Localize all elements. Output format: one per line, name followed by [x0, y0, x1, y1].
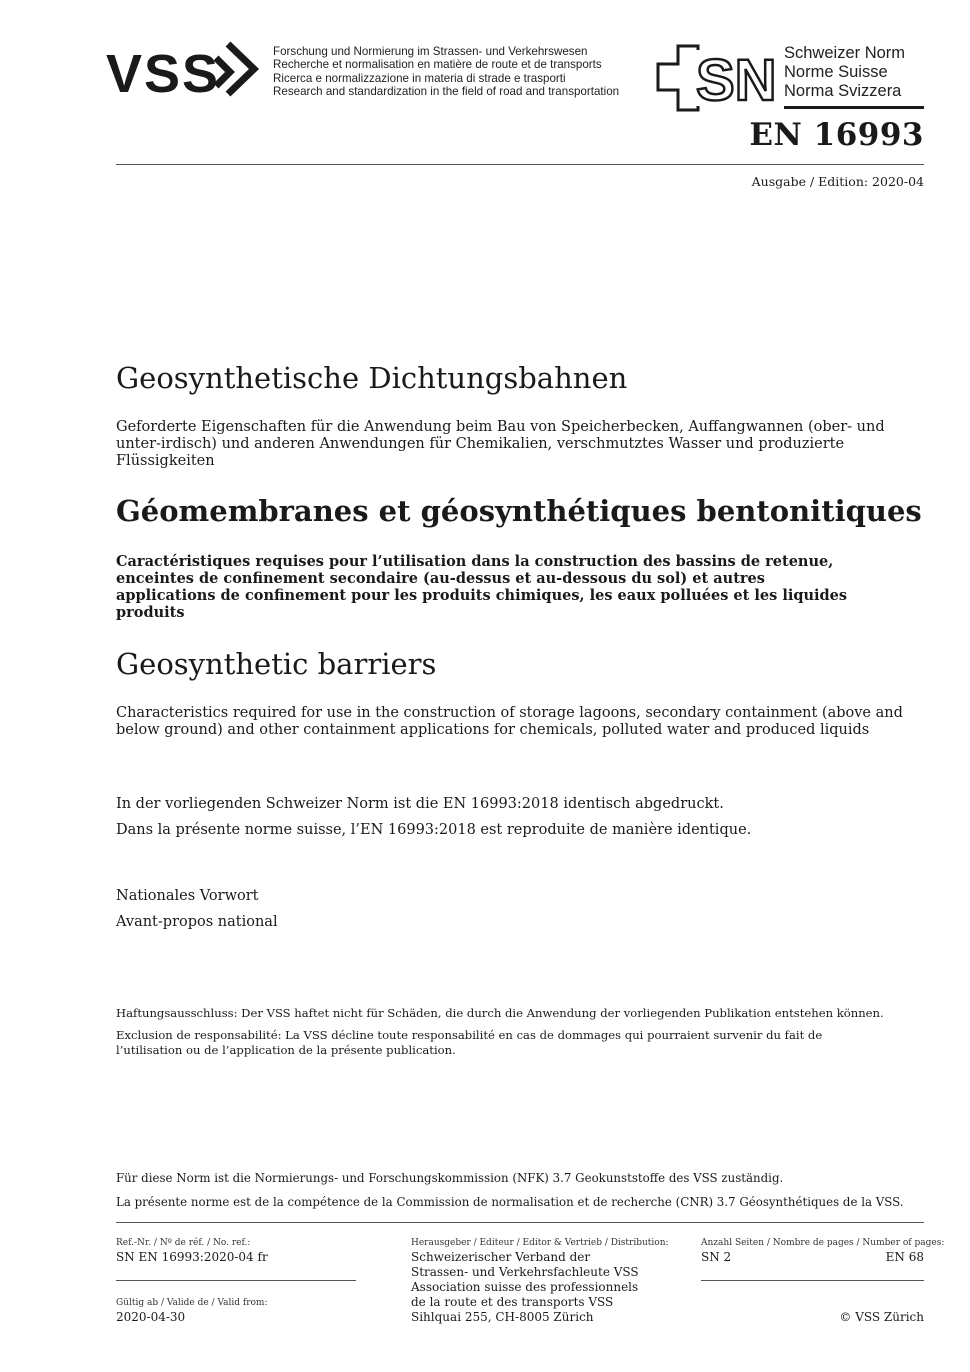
copyright-notice: © VSS Zürich [839, 1310, 924, 1324]
subtitle-fr: Caractéristiques requises pour l’utilisation dans la construction des bassins de retenue, enceintes de confinement secondaire (au-dessus et au-dessous du sol) et autres applications de confinement pour les produits chimiques, les eaux polluées et les liquides produits [116, 553, 848, 621]
title-fr: Géomembranes et géosynthétiques bentonitiques [116, 494, 922, 528]
publisher-address [411, 1250, 681, 1325]
vss-logo [106, 40, 266, 100]
subtitle-de: Geforderte Eigenschaften für die Anwendung beim Bau von Speicherbecken, Auffangwannen (ober- und unter-irdisch) und anderen Anwendungen für Chemikalien, verschmutztes Wasser und produzierte Flüssigkeiten [116, 419, 885, 469]
sn-logo-text: SN [696, 48, 777, 112]
committee-statement-de: Für diese Norm ist die Normierungs- und Forschungskommission (NFK) 3.7 Geokunststoffe des VSS zuständig. [116, 1171, 784, 1185]
subtitle-en: Characteristics required for use in the construction of storage lagoons, secondary containment (above and below ground) and other containment applications for chemicals, polluted water and produced liquids [116, 705, 903, 738]
valid-from-label: Gültig ab / Valide de / Valid from: [116, 1298, 268, 1308]
swiss-norm-fr: Norme Suisse [784, 63, 888, 81]
disclaimer-fr: Exclusion de responsabilité: La VSS décline toute responsabilité en cas de dommages qui pourraient survenir du fait de l’utilisation ou de l’application de la présente publication. [116, 1028, 823, 1057]
page-count-en: EN 68 [885, 1250, 924, 1264]
footer-divider [116, 1222, 924, 1223]
national-foreword-fr: Avant-propos national [116, 914, 278, 930]
page-count-label: Anzahl Seiten / Nombre de pages / Number of pages: [701, 1238, 945, 1248]
publisher-line: Schweizerischer Verband der [411, 1250, 591, 1264]
publisher-line: Strassen- und Verkehrsfachleute VSS [411, 1265, 639, 1279]
edition-date: Ausgabe / Edition: 2020-04 [751, 174, 924, 189]
publisher-label: Herausgeber / Editeur / Editor & Vertrieb / Distribution: [411, 1238, 669, 1248]
swiss-norm-de: Schweizer Norm [784, 44, 906, 62]
valid-from-value: 2020-04-30 [116, 1310, 186, 1324]
header-divider [116, 164, 924, 165]
swiss-norm-underline [784, 106, 924, 109]
vss-tagline-it: Ricerca e normalizzazione in materia di strade e trasporti [273, 71, 566, 85]
title-en: Geosynthetic barriers [116, 647, 437, 681]
vss-logo-text: VSS [106, 44, 221, 100]
vss-tagline-en: Research and standardization in the field of road and transportation [273, 84, 620, 98]
swiss-norm-it: Norma Svizzera [784, 82, 902, 100]
document-number: EN 16993 [749, 117, 924, 153]
national-foreword-de: Nationales Vorwort [116, 888, 259, 904]
disclaimer-de: Haftungsausschluss: Der VSS haftet nicht für Schäden, die durch die Anwendung der vorliegenden Publikation entstehen können. [116, 1006, 884, 1020]
sn-logo [656, 44, 780, 112]
publisher-line: Sihlquai 255, CH-8005 Zürich [411, 1310, 594, 1324]
vss-tagline-de: Forschung und Normierung im Strassen- und Verkehrswesen [273, 45, 588, 58]
committee-statement-fr: La présente norme est de la compétence de la Commission de normalisation et de recherche (CNR) 3.7 Géosynthétiques de la VSS. [116, 1195, 904, 1209]
vss-tagline-fr: Recherche et normalisation en matière de route et de transports [273, 58, 602, 72]
title-de: Geosynthetische Dichtungsbahnen [116, 361, 628, 395]
identity-statement-de: In der vorliegenden Schweizer Norm ist die EN 16993:2018 identisch abgedruckt. [116, 796, 724, 812]
page-count-divider [701, 1280, 924, 1281]
identity-statement-fr: Dans la présente norme suisse, l’EN 16993:2018 est reproduite de manière identique. [116, 822, 752, 838]
swiss-norm-label [784, 44, 905, 101]
reference-label: Ref.-Nr. / Nº de réf. / No. ref.: [116, 1238, 251, 1248]
vss-arrow-icon [216, 44, 254, 94]
reference-divider [116, 1280, 356, 1281]
publisher-line: Association suisse des professionnels [411, 1280, 639, 1294]
reference-value: SN EN 16993:2020-04 fr [116, 1250, 268, 1264]
publisher-line: de la route et des transports VSS [411, 1295, 614, 1309]
page-count-sn: SN 2 [701, 1250, 732, 1264]
vss-tagline [273, 45, 619, 98]
